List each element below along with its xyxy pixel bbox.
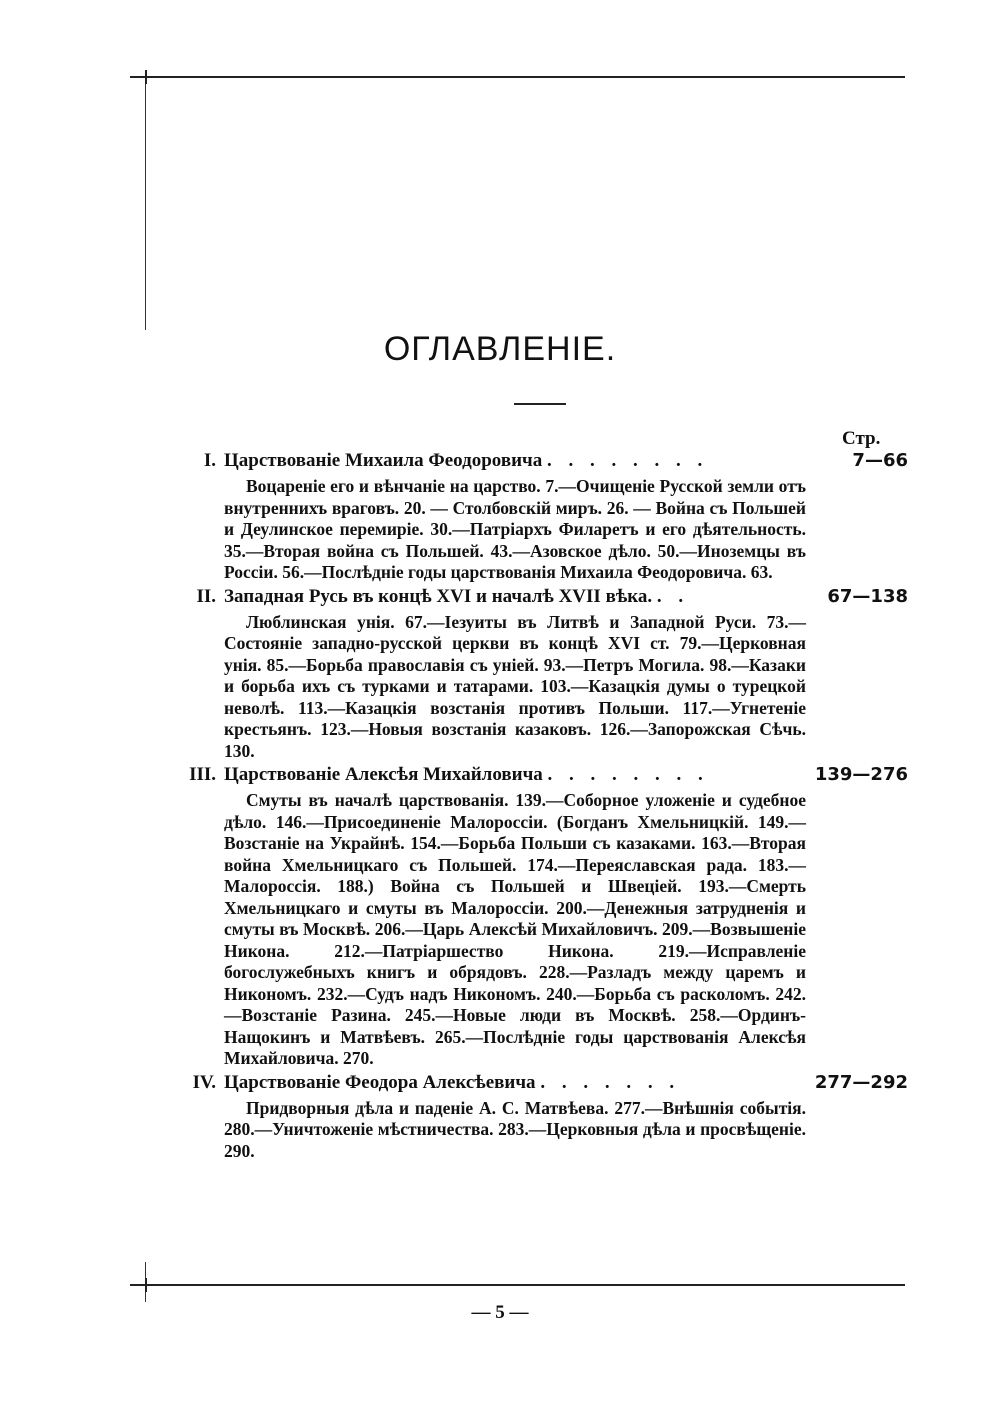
frame-bottom-rule [130,1284,905,1286]
toc-entry [160,764,910,1070]
chapter-description-text: Люблинская унія. 67.—Іезуиты въ Литвѣ и Западной Руси. 73.—Состояніе западно-русской церкви въ концѣ XVI ст. 79.—Церковная унія. 85.—Борьба православія съ уніей. 93.—Петръ Могила. 98.—Казаки и борьба ихъ съ турками и татарами. 103.—Казацкія думы о турецкой неволѣ. 113.—Казацкія возстанія противъ Польши. 117.—Угнетеніе крестьянъ. 123.—Новыя возстанія казаковъ. 126.—Запорожская Сѣчь. 130. [224,611,806,761]
chapter-description-text: Воцареніе его и вѣнчаніе на царство. 7.—Очищеніе Русской земли отъ внутреннихъ враговъ. 20. — Столбовскій миръ. 26. — Война съ Польшей и Деулинское перемиріе. 30.—Патріархъ Филаретъ и его дѣятельность. 35.—Вторая война съ Польшей. 43.—Азовское дѣло. 50.—Иноземцы въ Россіи. 56.—Послѣдніе годы царствованія Михаила Феодоровича. 63. [224,476,806,582]
toc-entry [160,450,910,584]
chapter-pages: 7—66 [852,450,908,471]
cross-ornament-icon [139,70,153,84]
chapter-title-line [224,764,790,786]
title-divider [514,403,566,405]
chapter-pages: 139—276 [814,764,908,785]
chapter-title: Царствованіе Михаила Феодоровича [224,450,543,471]
leader-dots: . . . . . . . [540,1071,681,1093]
toc-entry-heading [160,586,910,612]
toc-entry-heading [160,764,910,790]
page-number: — 5 — [471,1302,529,1323]
chapter-title-line [224,586,790,608]
chapter-number: III. [189,764,216,785]
chapter-title-line [224,1072,790,1094]
chapter-number: II. [196,585,216,607]
chapter-title: Царствованіе Феодора Алексѣевича [224,1071,536,1093]
leader-dots: . . . . . . . . [547,450,709,471]
toc-entry-heading [160,450,910,476]
chapter-description [224,790,806,1070]
chapter-description [224,612,806,763]
cross-ornament-icon [139,1278,153,1292]
chapter-pages: 67—138 [827,585,908,607]
chapter-description [224,476,806,584]
chapter-description-text: Смуты въ началѣ царствованія. 139.—Соборное уложеніе и судебное дѣло. 146.—Присоединеніе Малороссіи. (Богданъ Хмельницкій. 149.—Возстаніе на Украйнѣ. 154.—Борьба Польши съ казаками. 163.—Вторая война Хмельницкаго съ Польшей. 174.—Переяславская рада. 183.—Малороссія. 188.) Война съ Польшей и Швеціей. 193.—Смерть Хмельницкаго и смуты въ Малороссіи. 200.—Денежныя затрудненія и смуты въ Москвѣ. 206.—Царь Алексѣй Михайловичъ. 209.—Возвышеніе Никона. 212.—Патріаршество Никона. 219.—Исправленіе богослужебныхъ книгъ и обрядовъ. 228.—Разладъ между царемъ и Никономъ. 232.—Судъ надъ Никономъ. 240.—Борьба съ расколомъ. 242.—Возстаніе Разина. 245.—Новые люди въ Москвѣ. 258.—Ординъ-Нащокинъ и Матвѣевъ. 265.—Послѣдніе годы царствованія Алексѣя Михайловича. 270. [224,790,806,1068]
toc-entry-heading [160,1072,910,1098]
chapter-number: I. [203,450,216,471]
leader-dots: . . . . . . . . [547,764,709,785]
toc-entry [160,586,910,763]
chapter-description-text: Придворныя дѣла и паденіе А. С. Матвѣева. 277.—Внѣшнія событія. 280.—Уничтоженіе мѣстничества. 283.—Церковныя дѣла и просвѣщеніе. 290. [224,1097,806,1161]
page-column-label: Стр. [842,428,881,449]
frame-left-rule [145,70,146,330]
frame-top-rule [130,76,905,78]
chapter-title-line [224,450,790,472]
chapter-title: Западная Русь въ концѣ XVI и началѣ XVII вѣка. [224,585,653,607]
table-of-contents [160,450,910,1164]
chapter-title: Царствованіе Алексѣя Михайловича [224,764,543,785]
leader-dots: . . [656,585,690,607]
chapter-number: IV. [192,1071,216,1093]
chapter-description [224,1098,806,1163]
toc-entry [160,1072,910,1163]
chapter-pages: 277—292 [814,1071,908,1093]
page-title: ОГЛАВЛЕНІЕ. [383,330,617,368]
